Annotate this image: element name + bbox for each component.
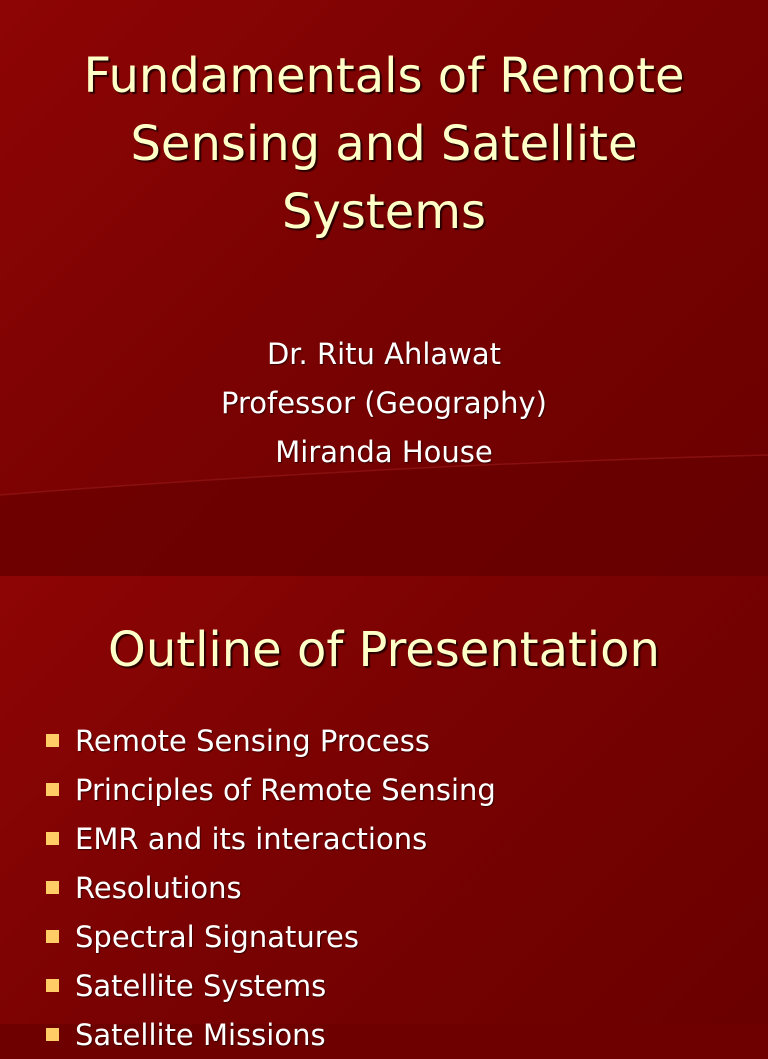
square-bullet-icon [46,979,59,992]
square-bullet-icon [46,1028,59,1041]
author-institution: Miranda House [275,435,493,469]
outline-slide [0,576,768,1052]
square-bullet-icon [46,930,59,943]
slide-title [0,42,768,246]
list-item: Satellite Missions [46,1010,496,1059]
square-bullet-icon [46,832,59,845]
list-item: Resolutions [46,863,496,912]
list-item: Remote Sensing Process [46,716,496,765]
list-item: Principles of Remote Sensing [46,765,496,814]
list-item: Satellite Systems [46,961,496,1010]
author-position: Professor (Geography) [221,386,547,420]
list-item: EMR and its interactions [46,814,496,863]
title-line: Sensing and Satellite [130,116,638,172]
author-block [0,330,768,477]
title-line: Systems [282,184,486,240]
title-line: Fundamentals of Remote [83,48,685,104]
square-bullet-icon [46,881,59,894]
square-bullet-icon [46,783,59,796]
list-item: Spectral Signatures [46,912,496,961]
outline-title: Outline of Presentation [108,622,660,678]
square-bullet-icon [46,734,59,747]
outline-list [46,716,496,1059]
author-name: Dr. Ritu Ahlawat [266,337,502,371]
